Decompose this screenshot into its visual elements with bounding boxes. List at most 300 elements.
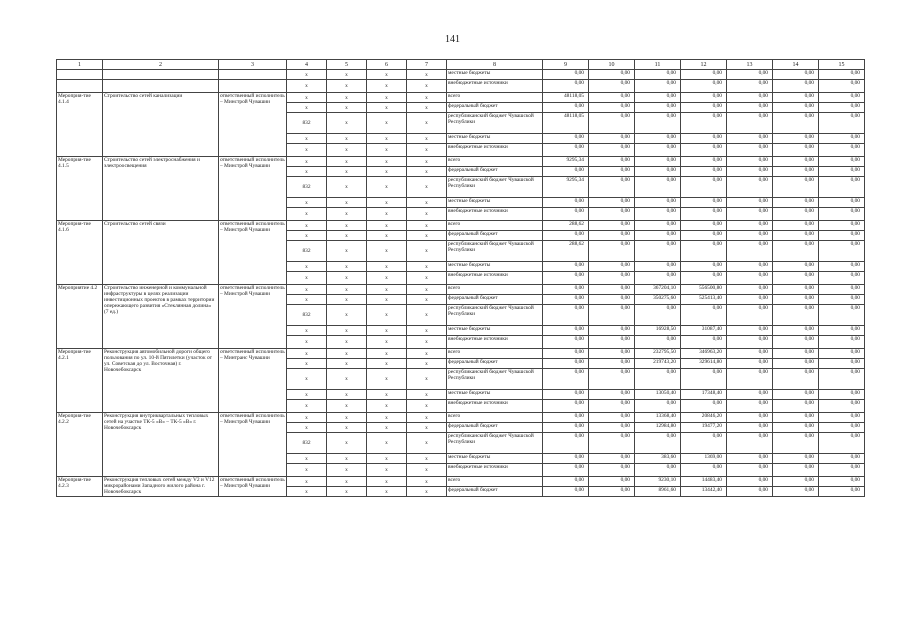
amount-cell: 0,00	[773, 336, 819, 349]
code-cell: 832	[287, 241, 327, 262]
code-cell: x	[407, 177, 447, 198]
funding-source-cell: республиканский бюджет Чувашской Республики	[447, 433, 543, 454]
code-cell: x	[407, 369, 447, 390]
funding-source-cell: республиканский бюджет Чувашской Республики	[447, 369, 543, 390]
event-id-cell: Мероприя-тие 4.1.6	[57, 221, 103, 285]
table-row	[57, 285, 865, 295]
code-cell: x	[367, 477, 407, 487]
code-cell: x	[327, 487, 367, 497]
amount-cell: 0,00	[589, 433, 635, 454]
code-cell: x	[407, 231, 447, 241]
code-cell: x	[367, 285, 407, 295]
code-cell: x	[367, 144, 407, 157]
code-cell: x	[367, 167, 407, 177]
amount-cell: 0,00	[773, 464, 819, 477]
code-cell: x	[287, 464, 327, 477]
executor-cell	[219, 70, 287, 80]
code-cell: x	[407, 349, 447, 359]
amount-cell: 0,00	[773, 167, 819, 177]
code-cell: x	[327, 295, 367, 305]
executor-cell: ответственный исполнитель – Минстрой Чувашии	[219, 413, 287, 477]
code-cell: 832	[287, 433, 327, 454]
column-number-header: 10	[589, 60, 635, 70]
column-number-header: 9	[543, 60, 589, 70]
amount-cell: 0,00	[819, 103, 865, 113]
amount-cell: 20846,20	[681, 413, 727, 423]
amount-cell: 0,00	[773, 454, 819, 464]
code-cell: x	[327, 80, 367, 93]
funding-source-cell: всего	[447, 221, 543, 231]
amount-cell: 0,00	[589, 262, 635, 272]
amount-cell: 0,00	[773, 134, 819, 144]
amount-cell: 0,00	[589, 390, 635, 400]
amount-cell: 0,00	[819, 413, 865, 423]
code-cell: x	[367, 70, 407, 80]
amount-cell: 0,00	[773, 487, 819, 497]
code-cell: x	[327, 336, 367, 349]
amount-cell: 0,00	[819, 477, 865, 487]
funding-source-cell: всего	[447, 349, 543, 359]
code-cell: x	[327, 157, 367, 167]
amount-cell: 0,00	[589, 177, 635, 198]
event-name-cell: Строительство сетей связи	[103, 221, 219, 285]
amount-cell: 0,00	[543, 336, 589, 349]
amount-cell: 0,00	[773, 241, 819, 262]
code-cell: x	[327, 144, 367, 157]
code-cell: x	[287, 144, 327, 157]
amount-cell: 0,00	[635, 336, 681, 349]
amount-cell: 0,00	[635, 167, 681, 177]
funding-source-cell: всего	[447, 413, 543, 423]
column-number-header: 11	[635, 60, 681, 70]
amount-cell: 0,00	[727, 487, 773, 497]
amount-cell: 0,00	[773, 231, 819, 241]
code-cell: x	[287, 349, 327, 359]
amount-cell: 0,00	[773, 285, 819, 295]
amount-cell: 0,00	[727, 144, 773, 157]
code-cell: x	[327, 70, 367, 80]
amount-cell: 0,00	[543, 103, 589, 113]
amount-cell: 0,00	[543, 413, 589, 423]
code-cell: x	[327, 305, 367, 326]
code-cell: x	[367, 359, 407, 369]
code-cell: x	[287, 221, 327, 231]
amount-cell: 0,00	[589, 103, 635, 113]
code-cell: x	[367, 390, 407, 400]
code-cell: x	[287, 103, 327, 113]
amount-cell: 0,00	[819, 295, 865, 305]
amount-cell: 0,00	[635, 221, 681, 231]
event-id-cell: Мероприя-тие 4.2.2	[57, 413, 103, 477]
amount-cell: 0,00	[589, 134, 635, 144]
amount-cell: 1369,00	[681, 454, 727, 464]
amount-cell: 0,00	[543, 433, 589, 454]
code-cell: x	[407, 359, 447, 369]
amount-cell: 0,00	[681, 113, 727, 134]
code-cell: x	[287, 487, 327, 497]
executor-cell: ответственный исполнитель – Минтранс Чувашии	[219, 349, 287, 413]
amount-cell: 0,00	[819, 144, 865, 157]
funding-source-cell: республиканский бюджет Чувашской Республики	[447, 177, 543, 198]
event-name-cell: Строительство сетей электроснабжения и электроосвещения	[103, 157, 219, 221]
amount-cell: 0,00	[727, 349, 773, 359]
amount-cell: 0,00	[727, 167, 773, 177]
code-cell: x	[327, 134, 367, 144]
amount-cell: 0,00	[589, 336, 635, 349]
amount-cell: 13442,40	[681, 487, 727, 497]
funding-source-cell: местные бюджеты	[447, 262, 543, 272]
amount-cell: 0,00	[727, 134, 773, 144]
amount-cell: 0,00	[589, 157, 635, 167]
code-cell: x	[407, 285, 447, 295]
funding-source-cell: республиканский бюджет Чувашской Республики	[447, 241, 543, 262]
event-name-cell: Реконструкция тепловых сетей между V2 и V12 микрорайонами Западного жилого района г. Новочебоксарск	[103, 477, 219, 497]
code-cell: x	[367, 305, 407, 326]
amount-cell: 0,00	[589, 454, 635, 464]
amount-cell: 0,00	[543, 134, 589, 144]
code-cell: x	[367, 454, 407, 464]
amount-cell: 0,00	[773, 349, 819, 359]
amount-cell: 0,00	[773, 157, 819, 167]
amount-cell: 0,00	[543, 262, 589, 272]
amount-cell: 0,00	[819, 433, 865, 454]
code-cell: x	[407, 272, 447, 285]
code-cell: x	[407, 113, 447, 134]
amount-cell: 0,00	[819, 134, 865, 144]
amount-cell: 0,00	[635, 103, 681, 113]
event-id-cell: Мероприя-тие 4.1.4	[57, 93, 103, 157]
amount-cell: 0,00	[773, 400, 819, 413]
amount-cell: 0,00	[727, 400, 773, 413]
column-number-header: 12	[681, 60, 727, 70]
amount-cell: 232795,50	[635, 349, 681, 359]
code-cell: x	[407, 326, 447, 336]
amount-cell: 0,00	[589, 80, 635, 93]
amount-cell: 0,00	[543, 477, 589, 487]
code-cell: x	[287, 390, 327, 400]
code-cell: x	[327, 208, 367, 221]
amount-cell: 0,00	[681, 231, 727, 241]
amount-cell: 0,00	[819, 80, 865, 93]
funding-source-cell: всего	[447, 93, 543, 103]
amount-cell: 0,00	[543, 369, 589, 390]
code-cell: x	[367, 464, 407, 477]
amount-cell: 0,00	[589, 487, 635, 497]
code-cell: x	[327, 433, 367, 454]
code-cell: x	[327, 423, 367, 433]
amount-cell: 0,00	[727, 70, 773, 80]
amount-cell: 0,00	[819, 326, 865, 336]
code-cell: x	[367, 433, 407, 454]
column-number-header: 3	[219, 60, 287, 70]
code-cell: x	[367, 103, 407, 113]
amount-cell: 0,00	[543, 487, 589, 497]
amount-cell: 0,00	[543, 326, 589, 336]
code-cell: x	[407, 305, 447, 326]
amount-cell: 0,00	[635, 231, 681, 241]
table-row	[57, 157, 865, 167]
amount-cell: 0,00	[773, 113, 819, 134]
amount-cell: 0,00	[773, 144, 819, 157]
amount-cell: 17348,40	[681, 390, 727, 400]
code-cell: x	[407, 134, 447, 144]
amount-cell: 0,00	[727, 208, 773, 221]
code-cell: x	[287, 70, 327, 80]
amount-cell: 0,00	[681, 167, 727, 177]
code-cell: x	[287, 272, 327, 285]
code-cell: x	[327, 221, 367, 231]
amount-cell: 0,00	[819, 390, 865, 400]
amount-cell: 0,00	[589, 305, 635, 326]
amount-cell: 0,00	[681, 262, 727, 272]
event-id-cell: Мероприя-тие 4.2.1	[57, 349, 103, 413]
amount-cell: 0,00	[635, 93, 681, 103]
code-cell: x	[367, 295, 407, 305]
code-cell: x	[407, 423, 447, 433]
column-number-header: 1	[57, 60, 103, 70]
amount-cell: 0,00	[773, 359, 819, 369]
amount-cell: 0,00	[727, 295, 773, 305]
amount-cell: 0,00	[819, 208, 865, 221]
code-cell: x	[407, 167, 447, 177]
amount-cell: 0,00	[543, 167, 589, 177]
code-cell: x	[407, 336, 447, 349]
amount-cell: 0,00	[681, 198, 727, 208]
amount-cell: 0,00	[819, 177, 865, 198]
amount-cell: 0,00	[773, 93, 819, 103]
amount-cell: 0,00	[635, 144, 681, 157]
amount-cell: 0,00	[589, 167, 635, 177]
amount-cell: 0,00	[589, 326, 635, 336]
event-id-cell	[57, 70, 103, 80]
amount-cell: 0,00	[681, 144, 727, 157]
code-cell: x	[287, 262, 327, 272]
code-cell: x	[287, 167, 327, 177]
code-cell: x	[327, 103, 367, 113]
amount-cell: 0,00	[635, 400, 681, 413]
amount-cell: 0,00	[543, 454, 589, 464]
code-cell: x	[287, 231, 327, 241]
amount-cell: 0,00	[635, 262, 681, 272]
amount-cell: 0,00	[773, 262, 819, 272]
amount-cell: 0,00	[727, 454, 773, 464]
amount-cell: 0,00	[773, 103, 819, 113]
amount-cell: 0,00	[589, 198, 635, 208]
amount-cell: 0,00	[589, 423, 635, 433]
event-name-cell: Реконструкция автомобильной дороги общего пользования по ул. 10-й Пятилетки (участок от ул. Советская до ул. Восточная) г. Новочебоксарск	[103, 349, 219, 413]
amount-cell: 0,00	[681, 157, 727, 167]
amount-cell: 0,00	[773, 390, 819, 400]
funding-source-cell: внебюджетные источники	[447, 400, 543, 413]
amount-cell: 0,00	[543, 359, 589, 369]
amount-cell: 13050,40	[635, 390, 681, 400]
amount-cell: 0,00	[681, 70, 727, 80]
amount-cell: 9295,34	[543, 157, 589, 167]
amount-cell: 0,00	[543, 80, 589, 93]
amount-cell: 0,00	[727, 272, 773, 285]
code-cell: x	[327, 198, 367, 208]
amount-cell: 0,00	[819, 93, 865, 103]
amount-cell: 0,00	[727, 433, 773, 454]
code-cell: x	[327, 477, 367, 487]
amount-cell: 0,00	[727, 336, 773, 349]
amount-cell: 0,00	[543, 295, 589, 305]
amount-cell: 0,00	[773, 295, 819, 305]
code-cell: x	[327, 241, 367, 262]
amount-cell: 0,00	[635, 70, 681, 80]
amount-cell: 0,00	[589, 231, 635, 241]
funding-source-cell: местные бюджеты	[447, 326, 543, 336]
funding-source-cell: всего	[447, 157, 543, 167]
amount-cell: 0,00	[727, 464, 773, 477]
amount-cell: 0,00	[681, 103, 727, 113]
amount-cell: 0,00	[635, 113, 681, 134]
event-name-cell	[103, 70, 219, 80]
amount-cell: 219743,20	[635, 359, 681, 369]
code-cell: x	[287, 413, 327, 423]
code-cell: x	[407, 262, 447, 272]
code-cell: x	[327, 177, 367, 198]
code-cell: x	[367, 80, 407, 93]
amount-cell: 0,00	[543, 349, 589, 359]
code-cell: x	[407, 390, 447, 400]
code-cell: x	[287, 477, 327, 487]
amount-cell: 0,00	[543, 272, 589, 285]
amount-cell: 0,00	[819, 70, 865, 80]
amount-cell: 0,00	[727, 103, 773, 113]
amount-cell: 0,00	[773, 198, 819, 208]
funding-source-cell: внебюджетные источники	[447, 208, 543, 221]
amount-cell: 0,00	[773, 221, 819, 231]
funding-source-cell: федеральный бюджет	[447, 359, 543, 369]
amount-cell: 0,00	[773, 326, 819, 336]
amount-cell: 0,00	[543, 390, 589, 400]
amount-cell: 0,00	[819, 487, 865, 497]
code-cell: x	[407, 208, 447, 221]
amount-cell: 0,00	[635, 208, 681, 221]
amount-cell: 0,00	[773, 80, 819, 93]
amount-cell: 0,00	[589, 241, 635, 262]
code-cell: x	[367, 231, 407, 241]
amount-cell: 9295,34	[543, 177, 589, 198]
funding-source-cell: внебюджетные источники	[447, 336, 543, 349]
executor-cell: ответственный исполнитель – Минстрой Чувашии	[219, 157, 287, 221]
amount-cell: 525413,40	[681, 295, 727, 305]
executor-cell: ответственный исполнитель – Минстрой Чувашии	[219, 221, 287, 285]
code-cell: x	[407, 433, 447, 454]
amount-cell: 9230,10	[635, 477, 681, 487]
code-cell: x	[367, 400, 407, 413]
amount-cell: 0,00	[819, 113, 865, 134]
amount-cell: 0,00	[681, 93, 727, 103]
amount-cell: 0,00	[681, 177, 727, 198]
amount-cell: 0,00	[819, 369, 865, 390]
funding-source-cell: местные бюджеты	[447, 390, 543, 400]
executor-cell: ответственный исполнитель – Минстрой Чувашии	[219, 285, 287, 349]
amount-cell: 0,00	[819, 464, 865, 477]
amount-cell: 0,00	[727, 177, 773, 198]
code-cell: x	[367, 198, 407, 208]
code-cell: x	[287, 285, 327, 295]
amount-cell: 0,00	[727, 80, 773, 93]
funding-source-cell: всего	[447, 285, 543, 295]
code-cell: x	[327, 369, 367, 390]
amount-cell: 0,00	[589, 70, 635, 80]
column-number-header: 13	[727, 60, 773, 70]
amount-cell: 0,00	[727, 477, 773, 487]
funding-source-cell: местные бюджеты	[447, 134, 543, 144]
amount-cell: 0,00	[681, 369, 727, 390]
amount-cell: 0,00	[543, 144, 589, 157]
amount-cell: 0,00	[635, 241, 681, 262]
code-cell: x	[407, 70, 447, 80]
amount-cell: 0,00	[681, 336, 727, 349]
table-body	[57, 60, 865, 497]
page-number: 141	[445, 34, 460, 45]
amount-cell: 0,00	[543, 208, 589, 221]
funding-source-cell: всего	[447, 477, 543, 487]
amount-cell: 288,62	[543, 241, 589, 262]
amount-cell: 0,00	[819, 221, 865, 231]
amount-cell: 0,00	[727, 198, 773, 208]
amount-cell: 0,00	[819, 349, 865, 359]
amount-cell: 0,00	[589, 285, 635, 295]
table-row	[57, 349, 865, 359]
code-cell: x	[407, 464, 447, 477]
amount-cell: 0,00	[773, 477, 819, 487]
amount-cell: 0,00	[727, 241, 773, 262]
amount-cell: 12984,80	[635, 423, 681, 433]
code-cell: x	[287, 359, 327, 369]
amount-cell: 0,00	[635, 272, 681, 285]
amount-cell: 0,00	[681, 305, 727, 326]
amount-cell: 556500,80	[681, 285, 727, 295]
amount-cell: 0,00	[727, 262, 773, 272]
amount-cell: 0,00	[635, 134, 681, 144]
code-cell: x	[367, 113, 407, 134]
amount-cell: 0,00	[589, 295, 635, 305]
funding-source-cell: республиканский бюджет Чувашской Республики	[447, 113, 543, 134]
code-cell: x	[407, 157, 447, 167]
amount-cell: 288,62	[543, 221, 589, 231]
funding-source-cell: местные бюджеты	[447, 454, 543, 464]
executor-cell: ответственный исполнитель – Минстрой Чувашии	[219, 93, 287, 157]
amount-cell: 19477,20	[681, 423, 727, 433]
table-row	[57, 221, 865, 231]
code-cell: x	[367, 177, 407, 198]
amount-cell: 0,00	[589, 359, 635, 369]
amount-cell: 0,00	[543, 464, 589, 477]
amount-cell: 16928,50	[635, 326, 681, 336]
code-cell: x	[327, 400, 367, 413]
amount-cell: 0,00	[589, 477, 635, 487]
amount-cell: 0,00	[635, 80, 681, 93]
code-cell: x	[327, 359, 367, 369]
amount-cell: 0,00	[589, 208, 635, 221]
amount-cell: 0,00	[727, 359, 773, 369]
column-number-header: 4	[287, 60, 327, 70]
amount-cell: 346963,20	[681, 349, 727, 359]
table-row	[57, 477, 865, 487]
executor-cell	[219, 80, 287, 93]
amount-cell: 0,00	[727, 390, 773, 400]
amount-cell: 0,00	[819, 167, 865, 177]
event-name-cell	[103, 80, 219, 93]
amount-cell: 0,00	[819, 241, 865, 262]
amount-cell: 0,00	[589, 144, 635, 157]
code-cell: x	[367, 241, 407, 262]
amount-cell: 0,00	[773, 305, 819, 326]
